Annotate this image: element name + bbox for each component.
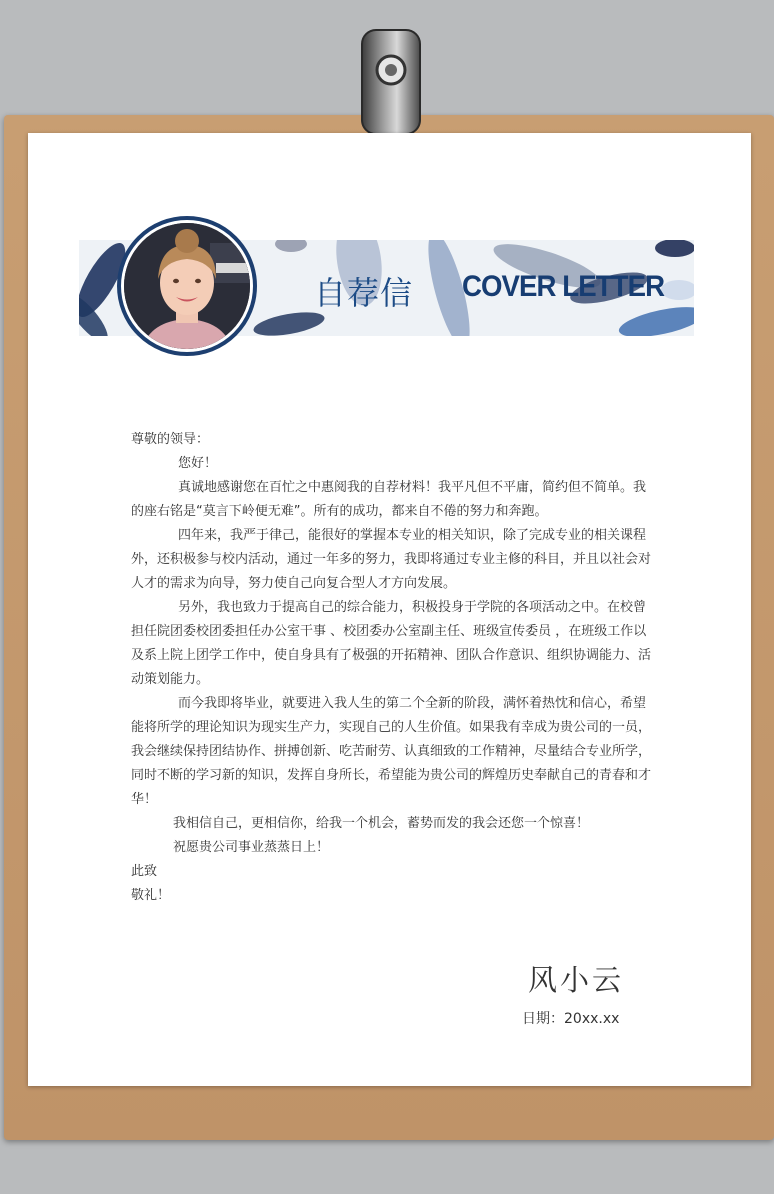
paragraph-6: 祝愿贵公司事业蒸蒸日上！: [173, 840, 330, 855]
greeting: 您好！: [178, 456, 218, 471]
title-english: COVER LETTER: [462, 270, 665, 303]
salutation: 尊敬的领导：: [131, 432, 210, 447]
closing-line-2: 敬礼！: [131, 888, 171, 903]
paragraph-3: 另外，我也致力于提高自己的综合能力，积极投身于学院的各项活动之中。在校曾担任院团委校团委担任办公室干事 、校团委办公室副主任、班级宣传委员 ，在班级工作以及系上院上团学工作中，使自身具有了极强的开拓精神、团队合作意识、组织协调能力、活动策划能力。: [131, 600, 652, 687]
letter-body: [131, 428, 651, 908]
date-line: 日期：20xx.xx: [522, 1011, 620, 1027]
paragraph-4: 而今我即将毕业，就要进入我人生的第二个全新的阶段，满怀着热忱和信心，希望能将所学的理论知识为现实生产力，实现自己的人生价值。如果我有幸成为贵公司的一员，我会继续保持团结协作、拼搏创新、吃苦耐劳、认真细致的工作精神，尽量结合专业所学，同时不断的学习新的知识，发挥自身所长，希望能为贵公司的辉煌历史奉献自己的青春和才华！: [131, 696, 652, 807]
paragraph-2: 四年来，我严于律己，能很好的掌握本专业的相关知识，除了完成专业的相关课程外，还积极参与校内活动，通过一年多的努力，我即将通过专业主修的科目，并且以社会对人才的需求为向导，努力使自己向复合型人才方向发展。: [131, 528, 652, 591]
profile-photo: [117, 216, 257, 356]
title-chinese: 自荐信: [314, 274, 414, 312]
signature-name: 风小云: [528, 963, 625, 997]
paragraph-5: 我相信自己，更相信你，给我一个机会，蓄势而发的我会还您一个惊喜！: [173, 816, 590, 831]
paragraph-1: 真诚地感谢您在百忙之中惠阅我的自荐材料！我平凡但不平庸，简约但不简单。我的座右铭是“莫言下岭便无难”。所有的成功，都来自不倦的努力和奔跑。: [131, 480, 647, 519]
closing-line-1: 此致: [131, 864, 158, 879]
portrait-illustration: [124, 223, 250, 349]
